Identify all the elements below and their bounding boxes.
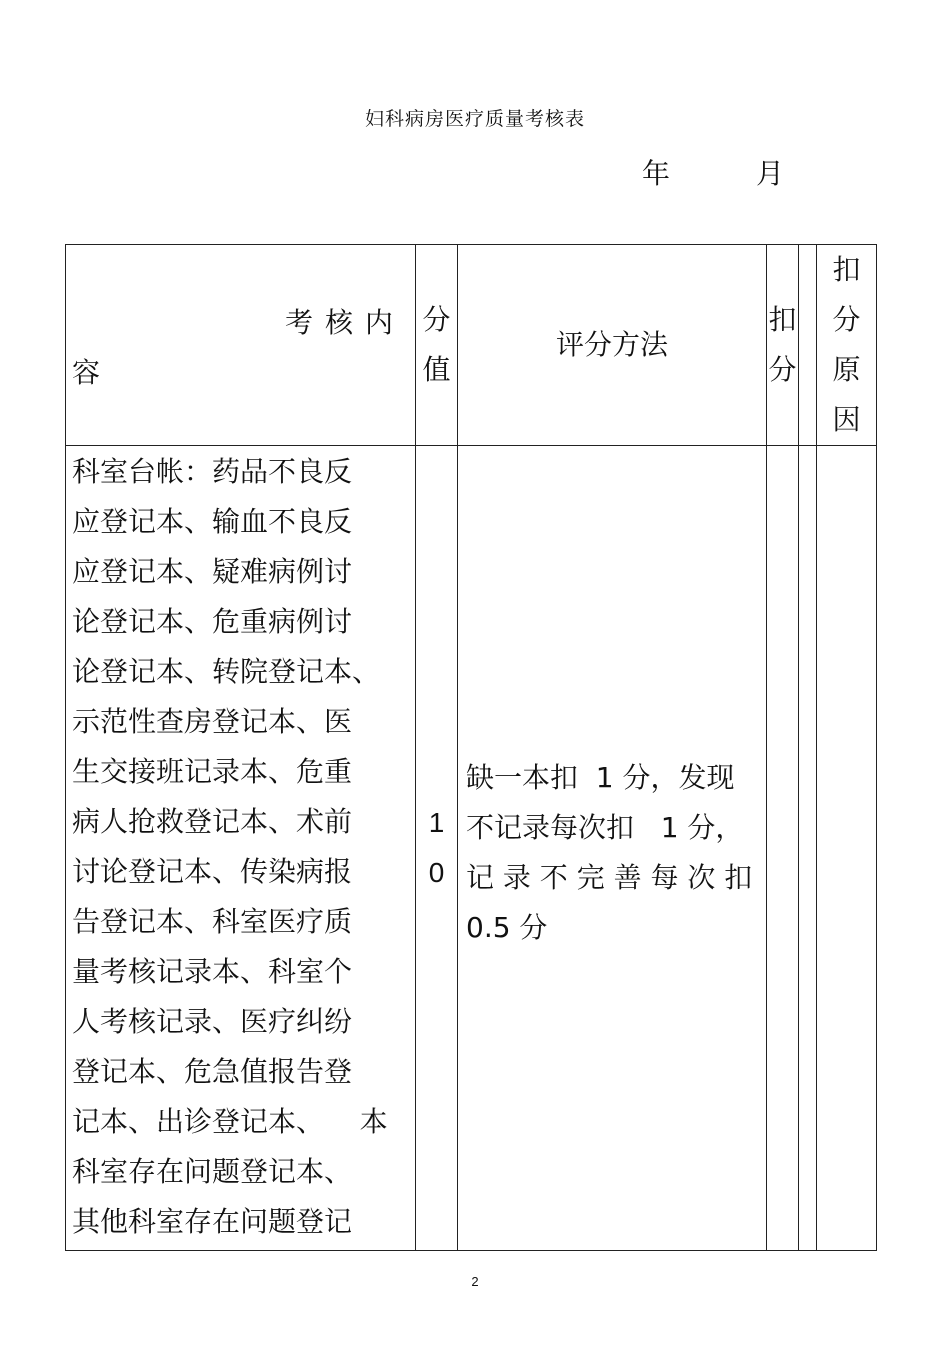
header-reason-line2: 分 [832,303,861,336]
content-line: 应登记本、疑难病例讨 [72,555,353,588]
header-reason-line4: 因 [832,403,861,436]
content-line: 告登记本、科室医疗质 [72,905,353,938]
content-line: 讨论登记本、传染病报 [72,855,353,888]
method-cell [458,446,767,1251]
content-line: 其他科室存在问题登记 [72,1205,353,1238]
table-row [66,446,877,1251]
reason-cell [817,446,877,1251]
method-line: 记 录 不 完 善 每 次 扣 [466,861,753,894]
header-reason [817,245,877,446]
content-line: 登记本、危急值报告登 [72,1055,353,1088]
header-deduct [767,245,799,446]
header-content-line2: 容 [72,355,101,389]
page-number: 2 [471,1274,479,1289]
date-line [642,152,785,192]
header-content [66,245,416,446]
method-line: 0.5 分 [466,911,548,944]
method-line: 不记录每次扣 1 分， [466,811,744,844]
header-deduct-line2: 分 [768,353,797,386]
content-line: 科室台帐：药品不良反 [72,455,353,488]
header-blank [799,245,817,446]
header-reason-line1: 扣 [832,253,861,286]
content-line: 应登记本、输血不良反 [72,505,353,538]
score-line1: 1 [428,807,445,838]
assessment-table [65,244,877,1251]
header-content-line1: 考核内 [284,305,405,339]
content-line: 量考核记录本、科室个 [72,955,353,988]
header-row [66,245,877,446]
score-line2: 0 [428,857,445,888]
content-line: 记本、出诊登记本、 本 [72,1105,388,1138]
document-title: 妇科病房医疗质量考核表 [364,108,585,130]
content-line: 病人抢救登记本、术前 [72,805,353,838]
year-label: 年 [642,157,671,190]
deduct-cell [767,446,799,1251]
content-cell [66,446,416,1251]
month-label: 月 [756,157,785,190]
header-score-line1: 分 [422,303,451,336]
content-line: 示范性查房登记本、医 [72,705,353,738]
header-score-line2: 值 [422,353,451,386]
header-score [416,245,458,446]
content-line: 科室存在问题登记本、 [72,1155,353,1188]
content-line: 生交接班记录本、危重 [72,755,353,788]
header-deduct-line1: 扣 [768,303,797,336]
score-cell [416,446,458,1251]
blank-cell [799,446,817,1251]
header-reason-line3: 原 [832,353,861,386]
method-line: 缺一本扣 1 分，发现 [466,761,735,794]
content-line: 论登记本、转院登记本、 [72,655,381,688]
content-line: 人考核记录、医疗纠纷 [72,1005,353,1038]
header-method: 评分方法 [458,245,767,446]
content-line: 论登记本、危重病例讨 [72,605,353,638]
